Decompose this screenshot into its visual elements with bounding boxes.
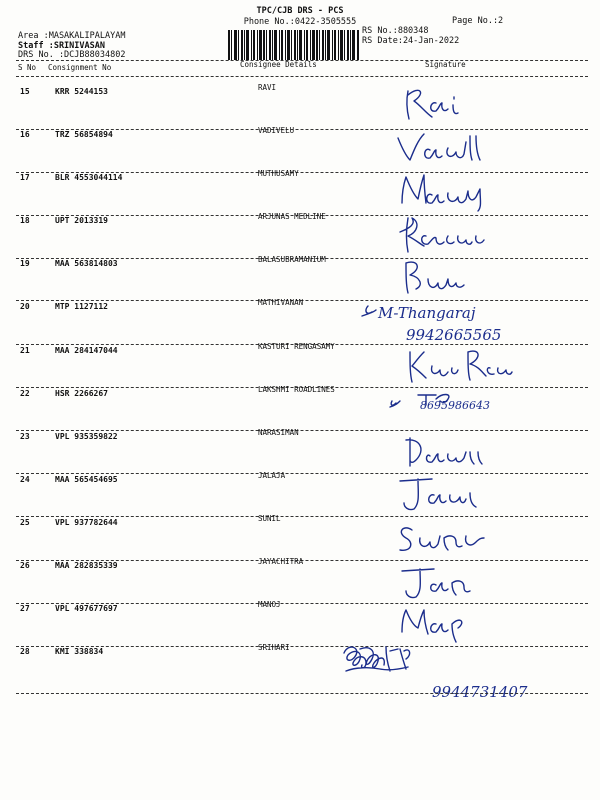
rs-number: RS No.:880348 <box>362 26 429 36</box>
consignment-number: VPL 935359822 <box>55 432 118 441</box>
area: Area :MASAKALIPALAYAM <box>18 31 126 41</box>
consignment-number: VPL 497677697 <box>55 604 118 613</box>
rs-date: RS Date:24-Jan-2022 <box>362 36 460 46</box>
serial-number: 28 <box>20 647 30 656</box>
consignee-name: NARASIMAN <box>258 428 299 437</box>
sheet-title: TPC/CJB DRS - PCS <box>256 6 344 16</box>
handwritten-phone: 9944731407 <box>432 683 528 699</box>
serial-number: 19 <box>20 259 30 268</box>
header-left <box>18 32 125 61</box>
col-consignee: Consignee Details <box>240 60 317 69</box>
consignment-number: UPT 2013319 <box>55 216 108 225</box>
serial-number: 23 <box>20 432 30 441</box>
consignee-name: JAYACHITRA <box>258 557 304 566</box>
header-center <box>210 6 390 28</box>
phone-number: Phone No.:0422-3505555 <box>243 17 357 27</box>
serial-number: 26 <box>20 561 30 570</box>
consignee-name: MATHIVANAN <box>258 298 304 307</box>
consignee-name: ARJUNAS MEDLINE <box>258 212 326 221</box>
handwritten-name: M-Thangaraj <box>378 304 476 322</box>
consignment-number: MAA 563814803 <box>55 259 118 268</box>
consignment-number: TRZ 56854894 <box>55 130 113 139</box>
serial-number: 24 <box>20 475 30 484</box>
handwritten-phone: 8695986643 <box>420 399 490 412</box>
consignee-name: MANOJ <box>258 600 281 609</box>
serial-number: 18 <box>20 216 30 225</box>
signature <box>340 637 560 699</box>
barcode <box>228 30 360 60</box>
consignee-name: JALAJA <box>258 471 286 480</box>
serial-number: 21 <box>20 346 30 355</box>
handwritten-phone: 9942665565 <box>406 326 502 344</box>
consignment-number: HSR 2266267 <box>55 389 108 398</box>
drs-number: DRS No. :DCJB88034802 <box>18 50 126 60</box>
serial-number: 15 <box>20 87 30 96</box>
serial-number: 25 <box>20 518 30 527</box>
serial-number: 27 <box>20 604 30 613</box>
consignment-number: VPL 937782644 <box>55 518 118 527</box>
serial-number: 20 <box>20 302 30 311</box>
serial-number: 22 <box>20 389 30 398</box>
consignee-name: SRIHARI <box>258 643 290 652</box>
serial-number: 17 <box>20 173 30 182</box>
consignment-number: KRR 5244153 <box>55 87 108 96</box>
header-right <box>362 26 459 46</box>
consignee-name: BALASUBRAMANIUM <box>258 255 326 264</box>
staff: Staff :SRINIVASAN <box>18 40 105 51</box>
consignment-number: MTP 1127112 <box>55 302 108 311</box>
page-number: Page No.:2 <box>452 16 504 26</box>
consignee-name: LAKSHMI ROADLINES <box>258 385 335 394</box>
col-consignment: Consignment No <box>48 63 112 72</box>
serial-number: 16 <box>20 130 30 139</box>
consignment-number: MAA 565454695 <box>55 475 118 484</box>
consignment-number: MAA 282835339 <box>55 561 118 570</box>
consignment-number: MAA 284147044 <box>55 346 118 355</box>
divider <box>16 693 588 694</box>
consignment-number: KMI 338834 <box>55 647 104 656</box>
consignee-name: VADIVELU <box>258 126 295 135</box>
consignee-name: RAVI <box>258 83 277 92</box>
consignee-name: MUTHUSAMY <box>258 169 299 178</box>
col-sno: S No <box>18 63 37 72</box>
consignee-name: KASTURI RENGASAMY <box>258 342 335 351</box>
consignee-name: SUNIL <box>258 514 281 523</box>
table-row <box>0 643 600 699</box>
col-signature: Signature <box>425 60 466 69</box>
consignment-number: BLR 4553044114 <box>55 173 123 182</box>
